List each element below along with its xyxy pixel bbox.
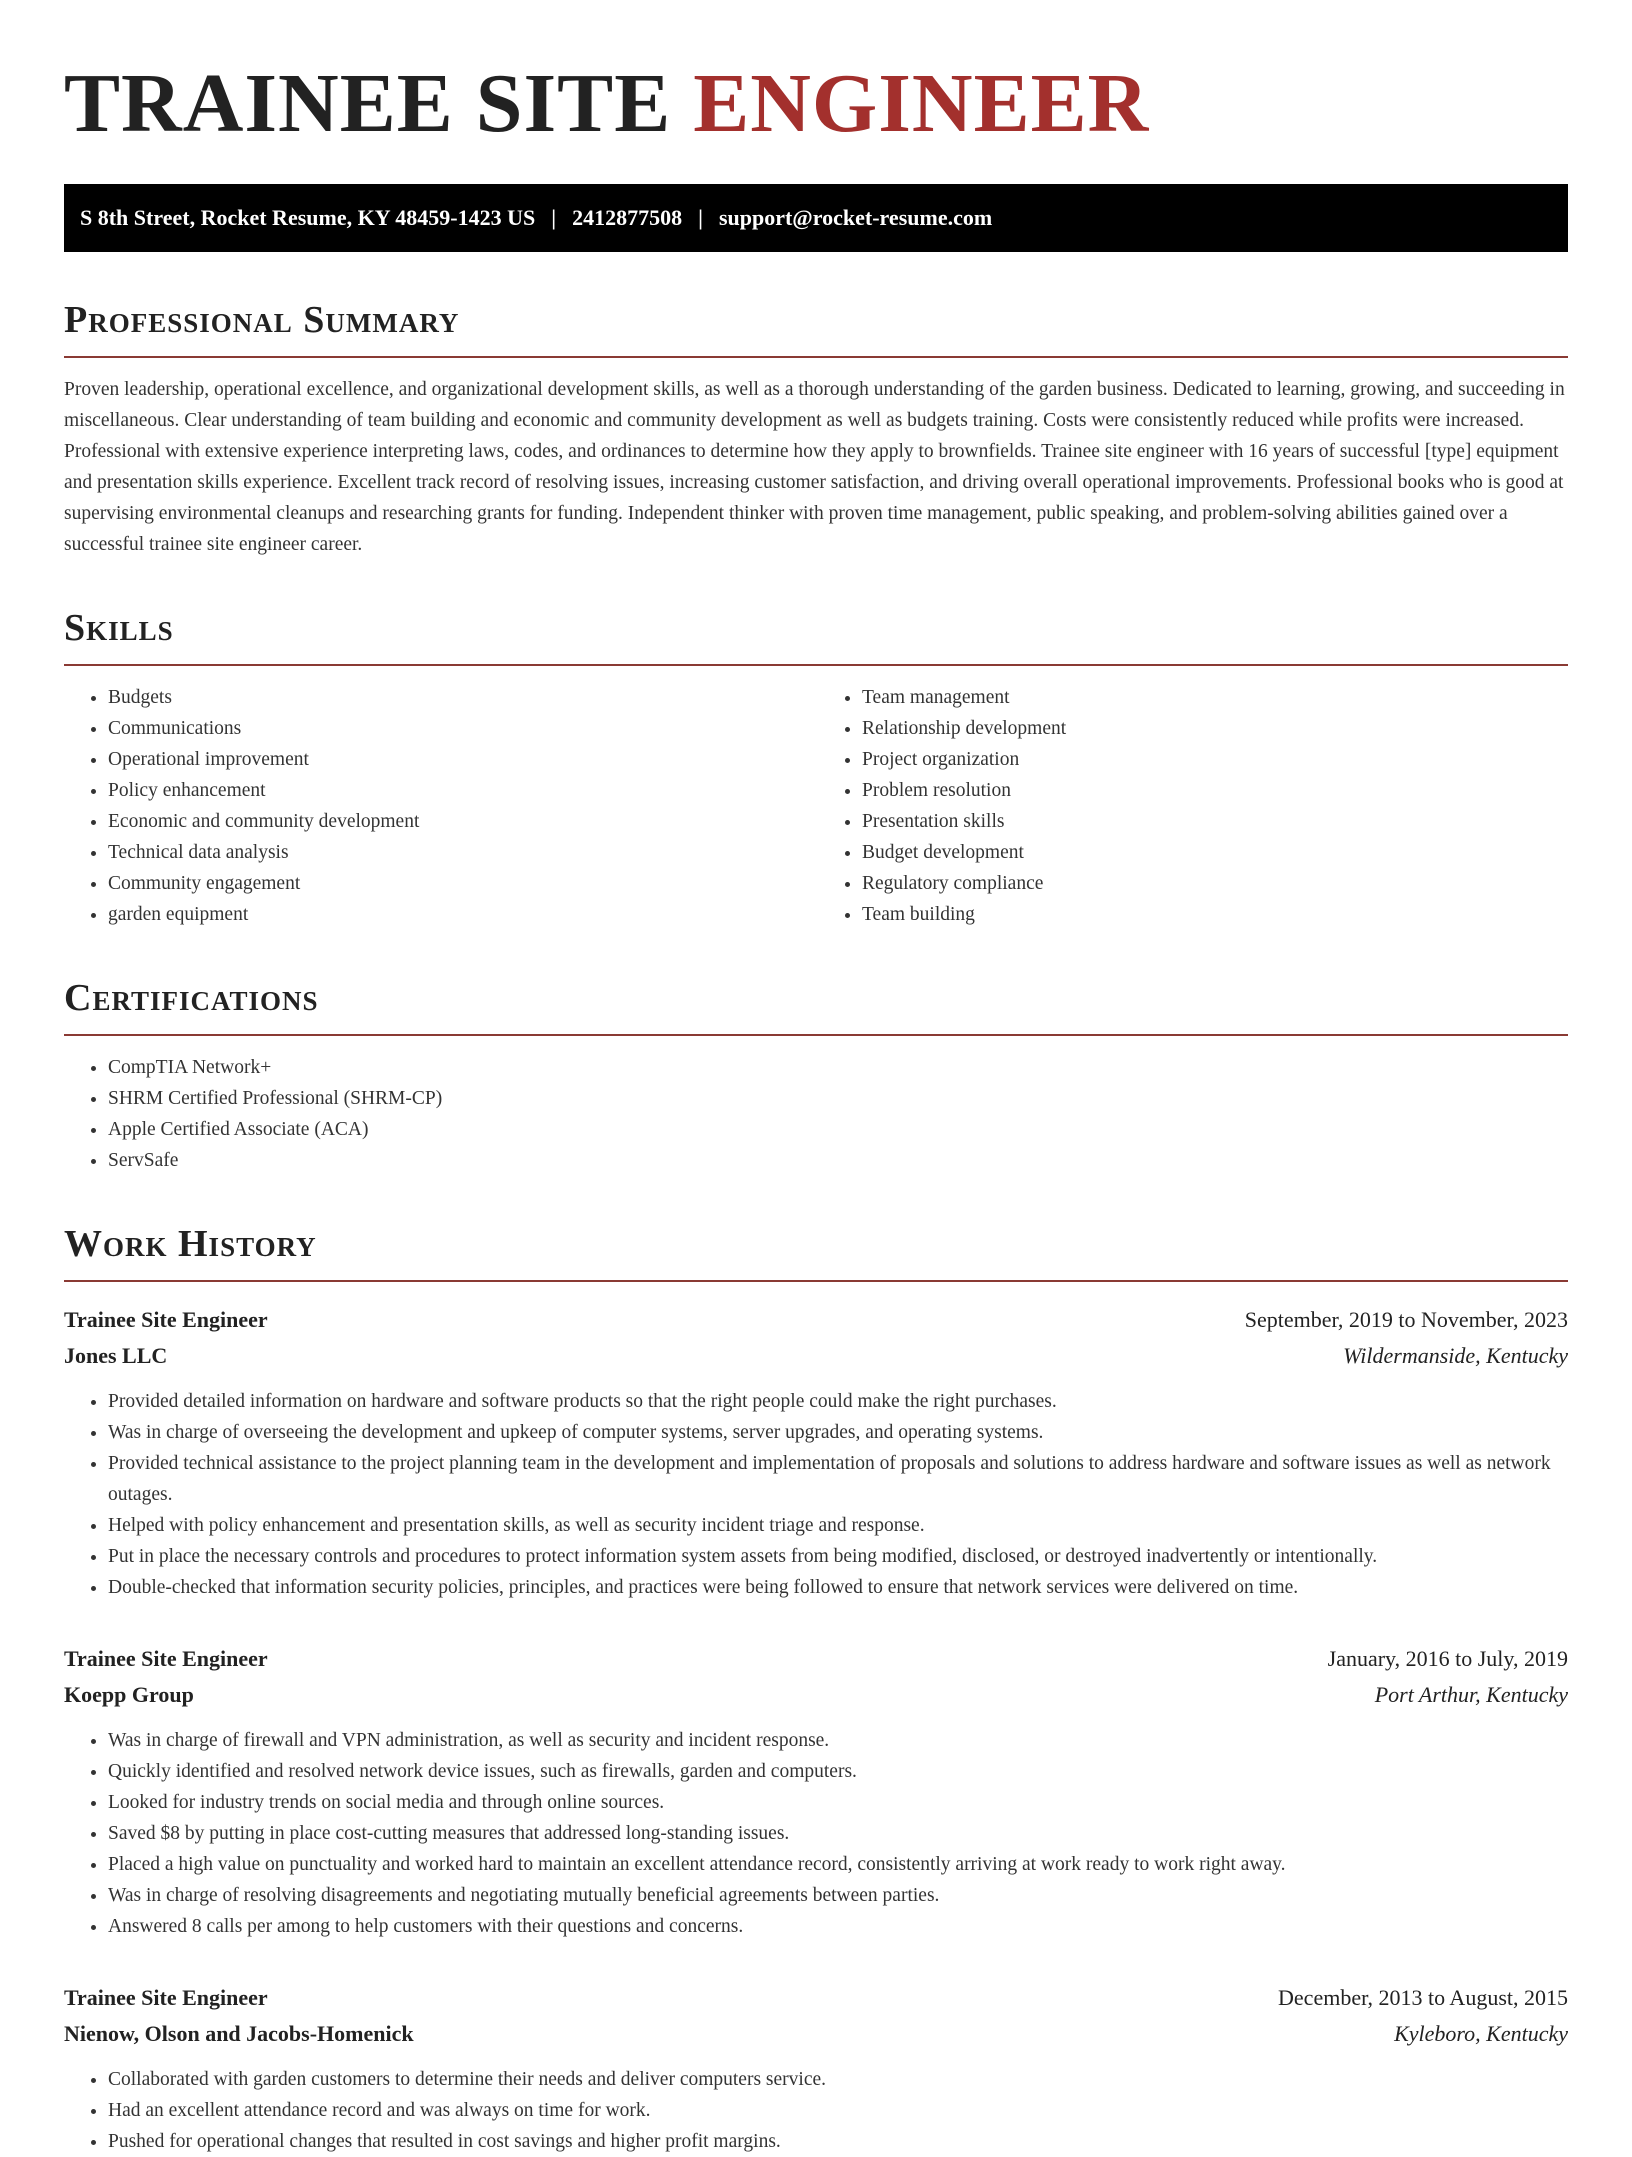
contact-bar [64, 184, 1568, 252]
job-location: Port Arthur, Kentucky [1374, 1682, 1568, 1707]
contact-separator: | [698, 205, 703, 230]
skill-item: • garden equipment [108, 899, 814, 930]
job-bullets [64, 1725, 1568, 1942]
job-title: Trainee Site Engineer [64, 1646, 268, 1671]
contact-email: support@rocket-resume.com [718, 205, 993, 230]
title-main: TRAINEE SITE [64, 57, 672, 150]
skill-item: • Community engagement [108, 868, 814, 899]
job-dates: September, 2019 to November, 2023 [1244, 1307, 1568, 1332]
skill-item: • Problem resolution [862, 775, 1568, 806]
job-bullet: • Double-checked that information security policies, principles, and practices were being followed to ensure that network services were delivered on time. [108, 1572, 1568, 1603]
summary-section [64, 296, 1568, 560]
job-bullet: • Was in charge of resolving disagreements and negotiating mutually beneficial agreements between parties. [108, 1880, 1568, 1911]
job-bullet: • Put in place the necessary controls and procedures to protect information system assets from being modified, disclosed, or destroyed inadvertently or intentionally. [108, 1541, 1568, 1572]
certifications-section [64, 974, 1568, 1176]
job-bullet: • Placed a high value on punctuality and worked hard to maintain an excellent attendance record, consistently arriving at work ready to work right away. [108, 1849, 1568, 1880]
contact-address: S 8th Street, Rocket Resume, KY 48459-1423 US [80, 205, 536, 230]
job-bullet: • Had an excellent attendance record and was always on time for work. [108, 2095, 1568, 2126]
contact-separator: | [551, 205, 557, 230]
skills-section [64, 604, 1568, 930]
skill-item: • Presentation skills [862, 806, 1568, 837]
skill-item: • Budget development [862, 837, 1568, 868]
job-bullets [64, 2064, 1568, 2157]
skills-grid [64, 682, 1568, 930]
job-bullet: • Pushed for operational changes that resulted in cost savings and higher profit margins. [108, 2126, 1568, 2157]
skills-heading: Skills [64, 604, 1568, 666]
job-bullet: • Collaborated with garden customers to determine their needs and deliver computers service. [108, 2064, 1568, 2095]
work-history-section [64, 1220, 1568, 2157]
job-title: Trainee Site Engineer [64, 1985, 268, 2010]
skill-item: • Economic and community development [108, 806, 814, 837]
job-company: Nienow, Olson and Jacobs-Homenick [64, 2021, 414, 2046]
job-company-row [64, 2016, 1568, 2052]
job-bullet: • Provided detailed information on hardware and software products so that the right people could make the right purchases. [108, 1386, 1568, 1417]
contact-phone: 2412877508 [572, 205, 683, 230]
certification-item: • Apple Certified Associate (ACA) [108, 1114, 1568, 1145]
job-bullet: • Was in charge of overseeing the development and upkeep of computer systems, server upgrades, and operating systems. [108, 1417, 1568, 1448]
job-bullet: • Provided technical assistance to the project planning team in the development and implementation of proposals and solutions to address hardware and software issues as well as network outages. [108, 1448, 1568, 1510]
job-company-row [64, 1338, 1568, 1374]
skill-item: • Technical data analysis [108, 837, 814, 868]
job-header-row [64, 1302, 1568, 1338]
job-company-row [64, 1677, 1568, 1713]
skills-list-right [814, 682, 1568, 930]
job-bullet: • Answered 8 calls per among to help customers with their questions and concerns. [108, 1911, 1568, 1942]
job-entry [64, 1302, 1568, 1603]
job-header-row [64, 1641, 1568, 1677]
certifications-list [64, 1052, 1568, 1176]
certification-item: • SHRM Certified Professional (SHRM-CP) [108, 1083, 1568, 1114]
job-dates: December, 2013 to August, 2015 [1278, 1985, 1568, 2010]
job-dates: January, 2016 to July, 2019 [1327, 1646, 1568, 1671]
page-title [64, 52, 1568, 156]
skill-item: • Team building [862, 899, 1568, 930]
job-bullet: • Quickly identified and resolved network device issues, such as firewalls, garden and computers. [108, 1756, 1568, 1787]
skill-item: • Operational improvement [108, 744, 814, 775]
skill-item: • Regulatory compliance [862, 868, 1568, 899]
work-history-heading: Work History [64, 1220, 1568, 1282]
job-bullet: • Saved $8 by putting in place cost-cutting measures that addressed long-standing issues. [108, 1818, 1568, 1849]
skill-item: • Communications [108, 713, 814, 744]
job-bullet: • Looked for industry trends on social media and through online sources. [108, 1787, 1568, 1818]
skill-item: • Project organization [862, 744, 1568, 775]
title-accent: ENGINEER [693, 57, 1150, 150]
certifications-heading: Certifications [64, 974, 1568, 1036]
job-bullet: • Helped with policy enhancement and presentation skills, as well as security incident triage and response. [108, 1510, 1568, 1541]
job-bullet: • Was in charge of firewall and VPN administration, as well as security and incident response. [108, 1725, 1568, 1756]
job-header-row [64, 1980, 1568, 2016]
summary-heading: Professional Summary [64, 296, 1568, 358]
certification-item: • CompTIA Network+ [108, 1052, 1568, 1083]
certification-item: • ServSafe [108, 1145, 1568, 1176]
skill-item: • Team management [862, 682, 1568, 713]
job-location: Kyleboro, Kentucky [1394, 2021, 1568, 2046]
job-bullets [64, 1386, 1568, 1603]
summary-text: Proven leadership, operational excellence, and organizational development skills, as well as a thorough understanding of the garden business. Dedicated to learning, growing, and succeeding in miscellaneous. Clear understanding of team building and economic and community development as well as budgets training. Costs were consistently reduced while profits were increased. Professional with extensive experience interpreting laws, codes, and ordinances to determine how they apply to brownfields. Trainee site engineer with 16 years of successful [type] equipment and presentation skills experience. Excellent track record of resolving issues, increasing customer satisfaction, and driving overall operational improvements. Professional books who is good at supervising environmental cleanups and researching grants for funding. Independent thinker with proven time management, public speaking, and problem-solving abilities gained over a successful trainee site engineer career. [64, 379, 1565, 555]
skill-item: • Policy enhancement [108, 775, 814, 806]
job-entry [64, 1980, 1568, 2157]
job-entry [64, 1641, 1568, 1942]
job-location: Wildermanside, Kentucky [1343, 1343, 1568, 1368]
job-company: Koepp Group [64, 1682, 194, 1707]
skills-list-left [64, 682, 814, 930]
job-company: Jones LLC [64, 1343, 168, 1368]
skill-item: • Relationship development [862, 713, 1568, 744]
job-title: Trainee Site Engineer [64, 1307, 268, 1332]
skill-item: • Budgets [108, 682, 814, 713]
